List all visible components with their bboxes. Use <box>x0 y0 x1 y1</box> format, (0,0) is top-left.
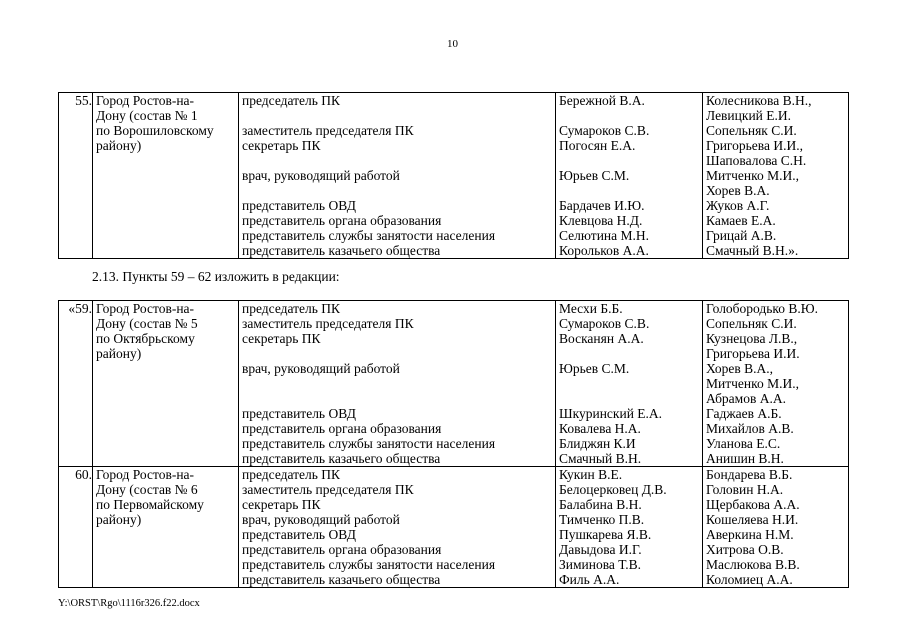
member-line: Зиминова Т.В. <box>559 557 641 572</box>
position-line: заместитель председателя ПК <box>242 123 414 138</box>
deputy-cell <box>703 93 849 259</box>
member-line <box>559 346 702 361</box>
member-line: Юрьев С.М. <box>559 168 630 183</box>
position-line: заместитель председателя ПК <box>242 482 414 497</box>
territory-line: Город Ростов-на- <box>96 467 195 482</box>
member-cell <box>556 467 703 588</box>
territory-line: району) <box>96 138 142 153</box>
territory-line: по Октябрьскому <box>96 331 195 346</box>
position-line: представитель ОВД <box>242 527 356 542</box>
position-line <box>242 183 555 198</box>
territory-line: району) <box>96 346 142 361</box>
deputy-line: Митченко М.И., <box>706 168 800 183</box>
territory-line: Город Ростов-на- <box>96 93 195 108</box>
member-line: Блиджян К.И <box>559 436 636 451</box>
deputy-line: Камаев Е.А. <box>706 213 776 228</box>
member-line <box>559 391 702 406</box>
member-line <box>559 153 702 168</box>
position-line: председатель ПК <box>242 93 341 108</box>
position-line: секретарь ПК <box>242 331 321 346</box>
position-line: секретарь ПК <box>242 497 321 512</box>
position-line: представитель казачьего общества <box>242 572 441 587</box>
position-line <box>242 391 555 406</box>
position-cell <box>239 467 556 588</box>
position-line: врач, руководящий работой <box>242 168 400 183</box>
position-line: представитель казачьего общества <box>242 243 441 258</box>
position-line <box>242 108 555 123</box>
member-line: Сумароков С.В. <box>559 316 650 331</box>
member-line: Белоцерковец Д.В. <box>559 482 667 497</box>
deputy-line: Маслюкова В.В. <box>706 557 800 572</box>
deputy-line: Григорьева И.И., <box>706 138 803 153</box>
amendment-instruction: 2.13. Пункты 59 – 62 изложить в редакции: <box>92 269 340 284</box>
position-line: представитель органа образования <box>242 213 442 228</box>
member-line: Тимченко П.В. <box>559 512 645 527</box>
member-line: Сумароков С.В. <box>559 123 650 138</box>
deputy-line: Хорев В.А., <box>706 361 774 376</box>
deputy-line: Колесникова В.Н., <box>706 93 812 108</box>
territory-line: Дону (состав № 1 <box>96 108 198 123</box>
item-number: 55. <box>59 93 93 259</box>
member-line: Клевцова Н.Д. <box>559 213 643 228</box>
member-line: Балабина В.Н. <box>559 497 642 512</box>
position-line: секретарь ПК <box>242 138 321 153</box>
member-line: Пушкарева Я.В. <box>559 527 652 542</box>
position-cell <box>239 93 556 259</box>
territory-line: Дону (состав № 6 <box>96 482 198 497</box>
position-line: врач, руководящий работой <box>242 361 400 376</box>
deputy-line: Головин Н.А. <box>706 482 784 497</box>
position-line: председатель ПК <box>242 467 341 482</box>
deputy-line: Кузнецова Л.В., <box>706 331 798 346</box>
territory-line: по Ворошиловскому <box>96 123 214 138</box>
position-line: представитель органа образования <box>242 421 442 436</box>
member-line: Кукин В.Е. <box>559 467 623 482</box>
position-line <box>242 346 555 361</box>
deputy-line: Щербакова А.А. <box>706 497 800 512</box>
member-line: Юрьев С.М. <box>559 361 630 376</box>
position-line: председатель ПК <box>242 301 341 316</box>
deputy-line: Бондарева В.Б. <box>706 467 793 482</box>
position-line: заместитель председателя ПК <box>242 316 414 331</box>
deputy-line: Митченко М.И., <box>706 376 800 391</box>
member-line: Филь А.А. <box>559 572 620 587</box>
file-path-footer: Y:\ORST\Rgo\1116r326.f22.docx <box>58 598 200 609</box>
member-line: Ковалева Н.А. <box>559 421 641 436</box>
commission-table-2 <box>58 300 849 588</box>
position-line: представитель ОВД <box>242 198 356 213</box>
deputy-line: Сопельняк С.И. <box>706 316 797 331</box>
member-line: Шкуринский Е.А. <box>559 406 663 421</box>
territory-line: району) <box>96 512 142 527</box>
table-row <box>59 301 849 467</box>
deputy-cell <box>703 467 849 588</box>
deputy-line: Аверкина Н.М. <box>706 527 794 542</box>
territory-cell <box>93 467 239 588</box>
deputy-line: Григорьева И.И. <box>706 346 800 361</box>
page-number: 10 <box>447 38 458 50</box>
position-line: врач, руководящий работой <box>242 512 400 527</box>
member-cell <box>556 93 703 259</box>
item-number: 60. <box>59 467 93 588</box>
position-line: представитель органа образования <box>242 542 442 557</box>
territory-cell <box>93 301 239 467</box>
position-line: представитель ОВД <box>242 406 356 421</box>
deputy-line: Гаджаев А.Б. <box>706 406 782 421</box>
member-line: Бардачев И.Ю. <box>559 198 645 213</box>
deputy-line: Грицай А.В. <box>706 228 777 243</box>
member-line: Месхи Б.Б. <box>559 301 623 316</box>
deputy-line: Жуков А.Г. <box>706 198 770 213</box>
member-line <box>559 108 702 123</box>
position-line <box>242 376 555 391</box>
position-line <box>242 153 555 168</box>
member-line: Восканян А.А. <box>559 331 644 346</box>
position-line: представитель службы занятости населения <box>242 228 496 243</box>
deputy-cell <box>703 301 849 467</box>
deputy-line: Абрамов А.А. <box>706 391 786 406</box>
position-cell <box>239 301 556 467</box>
position-line: представитель службы занятости населения <box>242 557 496 572</box>
position-line: представитель службы занятости населения <box>242 436 496 451</box>
territory-line: Дону (состав № 5 <box>96 316 198 331</box>
deputy-line: Михайлов А.В. <box>706 421 794 436</box>
deputy-line: Шаповалова С.Н. <box>706 153 807 168</box>
member-cell <box>556 301 703 467</box>
deputy-line: Анишин В.Н. <box>706 451 784 466</box>
deputy-line: Кошеляева Н.И. <box>706 512 799 527</box>
deputy-line: Смачный В.Н.». <box>706 243 799 258</box>
member-line <box>559 183 702 198</box>
deputy-line: Уланова Е.С. <box>706 436 781 451</box>
member-line: Бережной В.А. <box>559 93 645 108</box>
member-line: Давыдова И.Г. <box>559 542 642 557</box>
deputy-line: Хитрова О.В. <box>706 542 784 557</box>
territory-cell <box>93 93 239 259</box>
member-line: Погосян Е.А. <box>559 138 636 153</box>
territory-line: Город Ростов-на- <box>96 301 195 316</box>
commission-table-1 <box>58 92 849 259</box>
deputy-line: Левицкий Е.И. <box>706 108 792 123</box>
table-row <box>59 93 849 259</box>
member-line: Корольков А.А. <box>559 243 649 258</box>
deputy-line: Голобородько В.Ю. <box>706 301 819 316</box>
deputy-line: Сопельняк С.И. <box>706 123 797 138</box>
territory-line: по Первомайскому <box>96 497 204 512</box>
member-line: Смачный В.Н. <box>559 451 642 466</box>
deputy-line: Хорев В.А. <box>706 183 770 198</box>
member-line <box>559 376 702 391</box>
item-number: «59. <box>59 301 93 467</box>
deputy-line: Коломиец А.А. <box>706 572 793 587</box>
position-line: представитель казачьего общества <box>242 451 441 466</box>
table-row <box>59 467 849 588</box>
member-line: Селютина М.Н. <box>559 228 650 243</box>
